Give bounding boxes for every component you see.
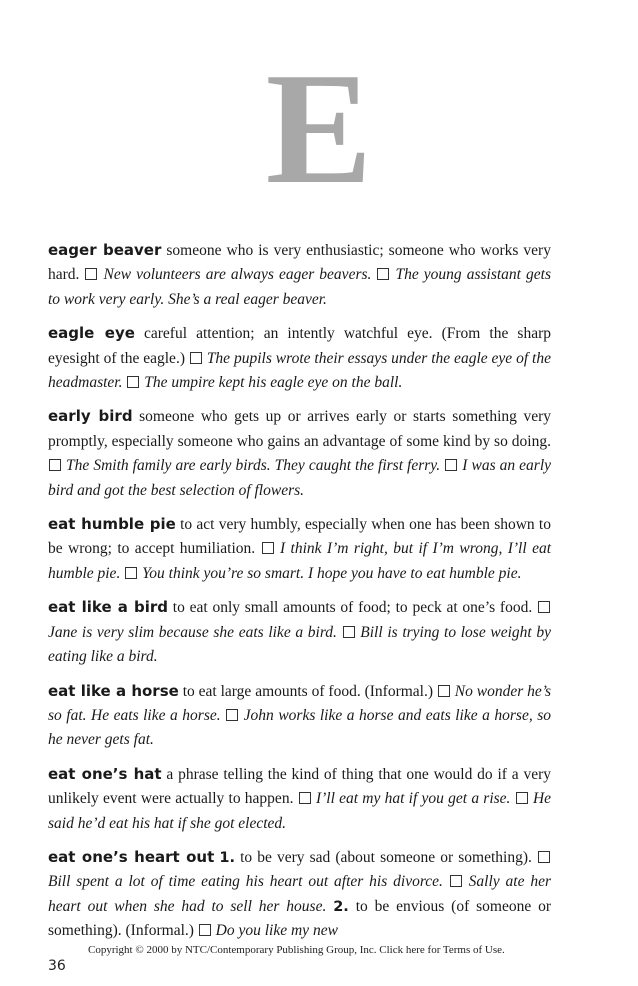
example-box-icon xyxy=(299,792,311,804)
entry-eat-like-a-horse xyxy=(48,679,551,753)
entry-eagle-eye xyxy=(48,321,551,395)
example: Bill spent a lot of time eating his heart out after his divorce. xyxy=(48,873,443,891)
section-letter: E xyxy=(265,39,373,217)
example-box-icon xyxy=(49,459,61,471)
definition: to be very sad (about someone or something). xyxy=(235,848,537,866)
example-box-icon xyxy=(262,542,274,554)
entry-eager-beaver xyxy=(48,238,551,312)
example-box-icon xyxy=(450,875,462,887)
definition: to act very humbly, especially when one has been shown to be wrong; to accept humiliation. xyxy=(48,516,551,558)
definition: to eat only small amounts of food; to peck at one’s food. xyxy=(168,599,537,617)
headword: eat one’s heart out xyxy=(48,847,215,866)
definition: someone who gets up or arrives early or starts something very promptly, especially someone who gains an advantage of some kind by so doing. xyxy=(48,408,551,450)
example-box-icon xyxy=(125,567,137,579)
entry-early-bird xyxy=(48,404,551,503)
example: The umpire kept his eagle eye on the ball. xyxy=(144,374,403,392)
example-box-icon xyxy=(199,924,211,936)
example: I’ll eat my hat if you get a rise. xyxy=(315,790,511,808)
headword: early bird xyxy=(48,407,133,426)
example-box-icon xyxy=(127,376,139,388)
sense-number: 1. xyxy=(219,849,235,866)
example: No wonder he’s so fat. He eats like a horse. xyxy=(48,682,551,724)
page-number: 36 xyxy=(48,958,66,974)
example-box-icon xyxy=(538,601,550,613)
example: He said he’d eat his hat if she got elected. xyxy=(48,790,552,832)
example-box-icon xyxy=(226,709,238,721)
headword: eat like a horse xyxy=(48,681,179,700)
example-box-icon xyxy=(538,851,550,863)
entry-eat-ones-hat xyxy=(48,762,551,836)
example-box-icon xyxy=(438,685,450,697)
headword: eager beaver xyxy=(48,241,162,259)
definition: a phrase telling the kind of thing that one would do if a very unlikely event were actually to happen. xyxy=(48,765,551,808)
example: The Smith family are early birds. They caught the first ferry. xyxy=(66,457,441,475)
example: I was an early bird and got the best selection of flowers. xyxy=(48,457,552,499)
example-box-icon xyxy=(85,268,97,280)
dictionary-entries xyxy=(48,238,551,953)
example: Do you like my new xyxy=(215,922,338,940)
example: John works like a horse and eats like a horse, so he never gets fat. xyxy=(48,706,552,749)
definition: to be envious (of someone or something). (Informal.) xyxy=(48,897,551,940)
headword: eat like a bird xyxy=(48,598,168,617)
definition: careful attention; an intently watchful eye. (From the sharp eyesight of the eagle.) xyxy=(48,325,551,367)
headword: eat humble pie xyxy=(48,515,176,534)
example: The pupils wrote their essays under the eagle eye of the headmaster. xyxy=(48,349,551,392)
example-box-icon xyxy=(190,352,202,364)
example-box-icon xyxy=(343,626,355,638)
definition: to eat large amounts of food. (Informal.) xyxy=(178,682,437,700)
entry-eat-like-a-bird xyxy=(48,595,551,669)
example: You think you’re so smart. I hope you have to eat humble pie. xyxy=(142,564,522,582)
example-box-icon xyxy=(445,459,457,471)
example: Sally ate her heart out when she had to sell her house. xyxy=(48,873,552,915)
example-box-icon xyxy=(377,268,389,280)
definition: someone who is very enthusiastic; someone who works very hard. xyxy=(48,242,551,284)
headword: eat one’s hat xyxy=(48,764,162,783)
example: Jane is very slim because she eats like a bird. xyxy=(48,623,337,641)
example: Bill is trying to lose weight by eating like a bird. xyxy=(48,623,551,666)
example-box-icon xyxy=(516,792,528,804)
copyright-notice[interactable]: Copyright © 2000 by NTC/Contemporary Publishing Group, Inc. Click here for Terms of Use. xyxy=(88,944,505,956)
example: New volunteers are always eager beavers. xyxy=(103,266,372,284)
example: I think I’m right, but if I’m wrong, I’ll eat humble pie. xyxy=(48,540,552,582)
sense-number: 2. xyxy=(333,898,349,915)
headword: eagle eye xyxy=(48,324,135,343)
entry-eat-humble-pie xyxy=(48,512,551,586)
entry-eat-ones-heart-out xyxy=(48,845,551,944)
example: The young assistant gets to work very early. She’s a real eager beaver. xyxy=(48,266,551,308)
